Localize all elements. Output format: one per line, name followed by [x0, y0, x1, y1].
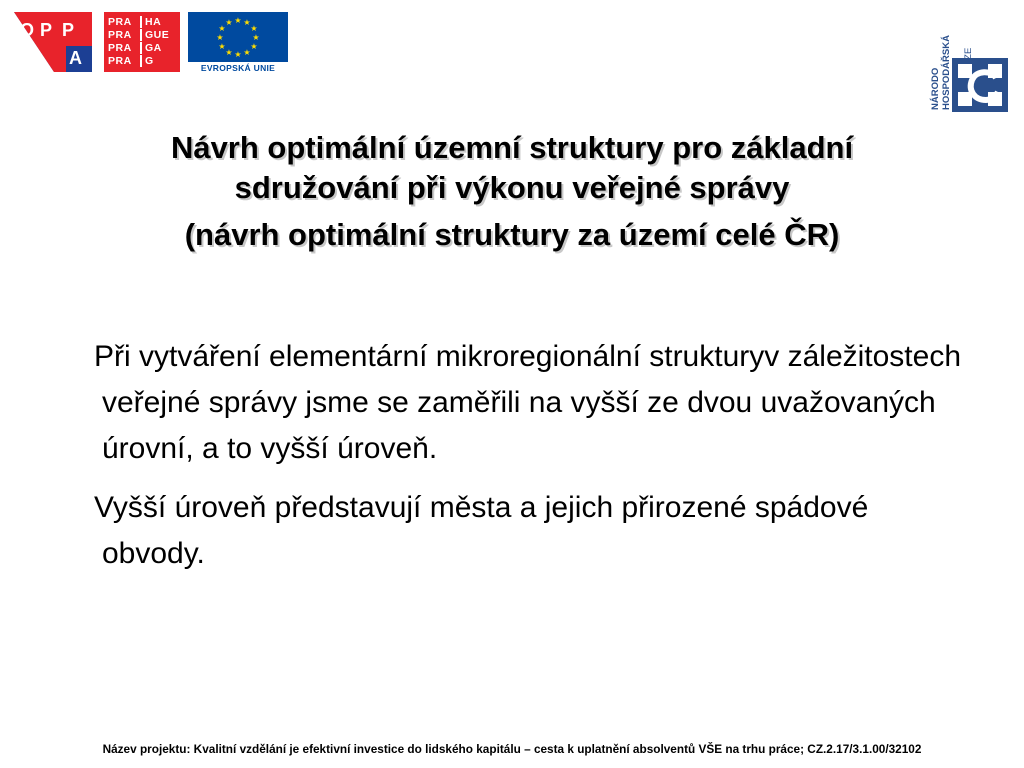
slide-body [70, 334, 970, 590]
oppa-letter: P [62, 20, 75, 40]
svg-text:★: ★ [234, 16, 242, 25]
svg-text:★: ★ [216, 33, 224, 42]
eu-flag-icon [188, 12, 288, 62]
praha-logo-text: PRA [108, 55, 132, 67]
eu-logo [188, 12, 288, 74]
svg-text:★: ★ [218, 24, 226, 33]
title-line: Návrh optimální územní struktury pro základní [170, 130, 854, 165]
body-paragraph: Vyšší úroveň představují města a jejich přirozené spádové obvody. [94, 491, 869, 570]
praha-logo-text: GA [140, 42, 174, 54]
oppa-letter: O [20, 20, 35, 40]
svg-text:★: ★ [225, 18, 233, 27]
svg-text:★: ★ [243, 48, 251, 57]
body-paragraph: Při vytváření elementární mikroregionální strukturyv záležitostech veřejné správy jsme se zaměřili na vyšší ze dvou uvažovaných úrovní, a to vyšší úroveň. [94, 340, 962, 465]
svg-text:★: ★ [252, 33, 260, 42]
praha-logo [104, 12, 180, 72]
praha-logo-text: GUE [140, 29, 174, 41]
svg-text:★: ★ [250, 24, 258, 33]
nhf-emblem-icon [952, 58, 1008, 112]
oppa-letter: P [40, 20, 53, 40]
oppa-letter: A [69, 48, 82, 68]
title-subtitle: (návrh optimální struktury za území celé ČR) [184, 217, 840, 252]
praha-logo-text: PRA [108, 42, 132, 54]
svg-text:★: ★ [218, 42, 226, 51]
nhf-vse-logo [918, 0, 1010, 116]
footer-project-name: Název projektu: Kvalitní vzdělání je efektivní investice do lidského kapitálu – cesta k uplatnění absolventů VŠE na trhu práce; CZ.2.17/3.1.00/32102 [102, 742, 922, 756]
title-line: sdružování při výkonu veřejné správy [234, 170, 790, 205]
praha-logo-text: G [140, 55, 174, 67]
oppa-logo [14, 12, 92, 72]
nhf-logo-text: NÁRODO [930, 67, 941, 110]
praha-logo-text: PRA [108, 16, 132, 28]
svg-text:★: ★ [243, 18, 251, 27]
svg-text:★: ★ [250, 42, 258, 51]
slide-title [0, 128, 1024, 255]
eu-label: EVROPSKÁ UNIE [200, 63, 276, 73]
nhf-logo-text: HOSPODÁŘSKÁ [941, 35, 952, 110]
svg-text:★: ★ [234, 50, 242, 59]
title-heading [0, 128, 1024, 208]
praha-logo-text: HA [140, 16, 174, 28]
praha-logo-text: PRA [108, 29, 132, 41]
svg-text:★: ★ [225, 48, 233, 57]
